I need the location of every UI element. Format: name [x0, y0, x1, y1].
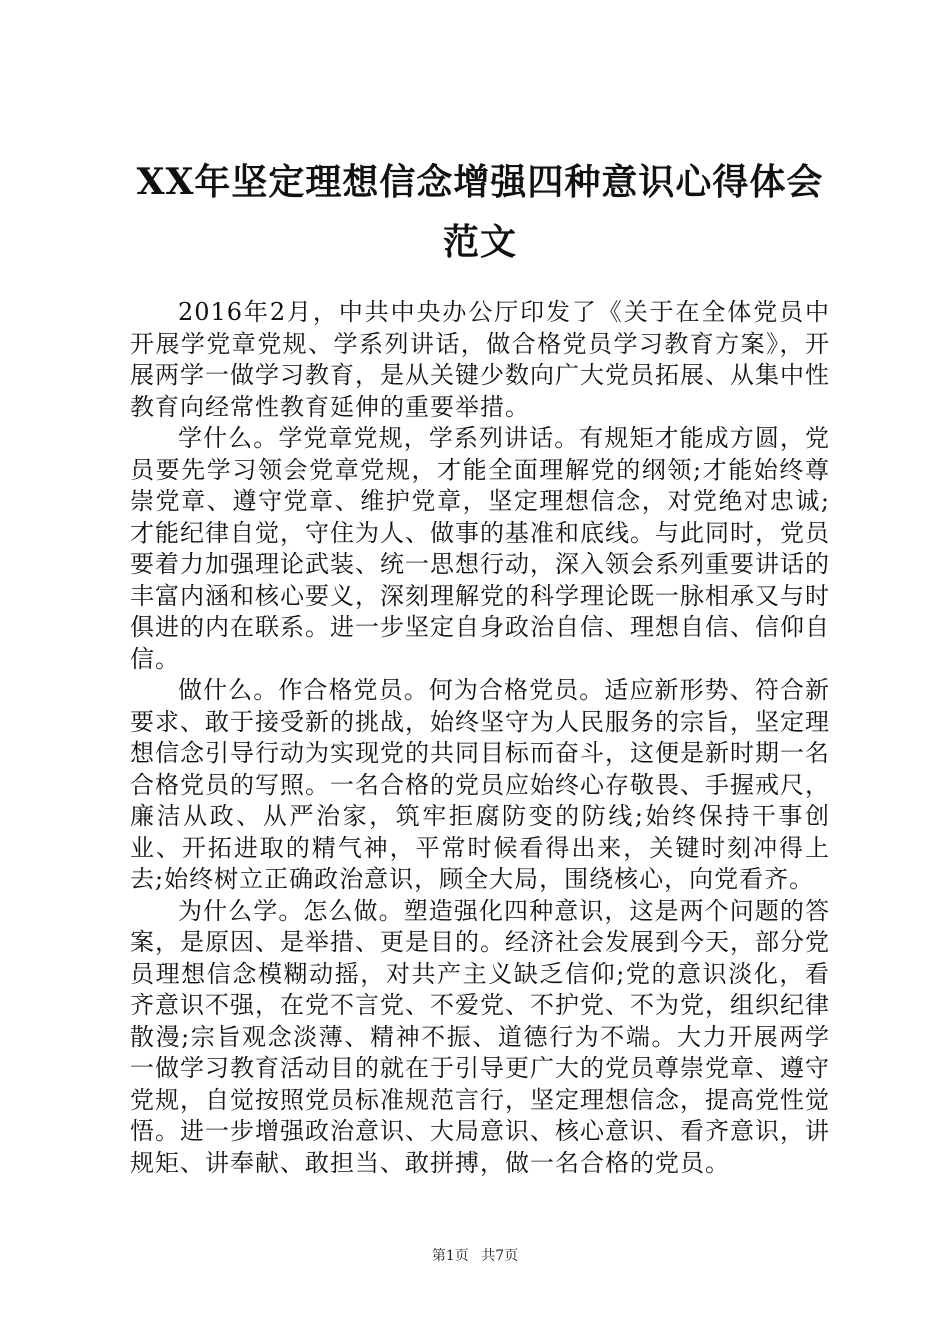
page-footer [0, 1245, 950, 1265]
paragraph-what-to-do: 做什么。作合格党员。何为合格党员。适应新形势、符合新要求、敢于接受新的挑战，始终坚守为人民服务的宗旨，坚定理想信念引导行动为实现党的共同目标而奋斗，这便是新时期一名合格党员的写照。一名合格的党员应始终心存敬畏、手握戒尺，廉洁从政、从严治家，筑牢拒腐防变的防线;始终保持干事创业、开拓进取的精气神，平常时候看得出来，关键时刻冲得上去;始终树立正确政治意识，顾全大局，围绕核心，向党看齐。 [130, 676, 830, 893]
paragraph-why-and-how: 为什么学。怎么做。塑造强化四种意识，这是两个问题的答案，是原因、是举措、更是目的。经济社会发展到今天，部分党员理想信念模糊动摇，对共产主义缺乏信仰;党的意识淡化，看齐意识不强，在党不言党、不爱党、不护党、不为党，组织纪律散漫;宗旨观念淡薄、精神不振、道德行为不端。大力开展两学一做学习教育活动目的就在于引导更广大的党员尊崇党章、遵守党规，自觉按照党员标准规范言行，坚定理想信念，提高党性觉悟。进一步增强政治意识、大局意识、核心意识、看齐意识，讲规矩、讲奉献、敢担当、敢拼搏，做一名合格的党员。 [130, 896, 830, 1177]
document-title: XX年坚定理想信念增强四种意识心得体会范文 [136, 161, 824, 263]
paragraph-what-to-learn: 学什么。学党章党规，学系列讲话。有规矩才能成方圆，党员要先学习领会党章党规，才能全面理解党的纲领;才能始终尊崇党章、遵守党章、维护党章，坚定理想信念，对党绝对忠诚;才能纪律自觉，守住为人、做事的基准和底线。与此同时，党员要着力加强理论武装、统一思想行动，深入领会系列重要讲话的丰富内涵和核心要义，深刻理解党的科学理论既一脉相承又与时俱进的内在联系。进一步坚定自身政治自信、理想自信、信仰自信。 [130, 424, 830, 673]
page-total: 共7页 [481, 1248, 519, 1264]
paragraph-intro: 2016年2月，中共中央办公厅印发了《关于在全体党员中开展学党章党规、学系列讲话，做合格党员学习教育方案》，开展两学一做学习教育，是从关键少数向广大党员拓展、从集中性教育向经常性教育延伸的重要举措。 [130, 298, 830, 421]
page-number: 第1页 [431, 1248, 469, 1264]
document-body [130, 297, 830, 1179]
